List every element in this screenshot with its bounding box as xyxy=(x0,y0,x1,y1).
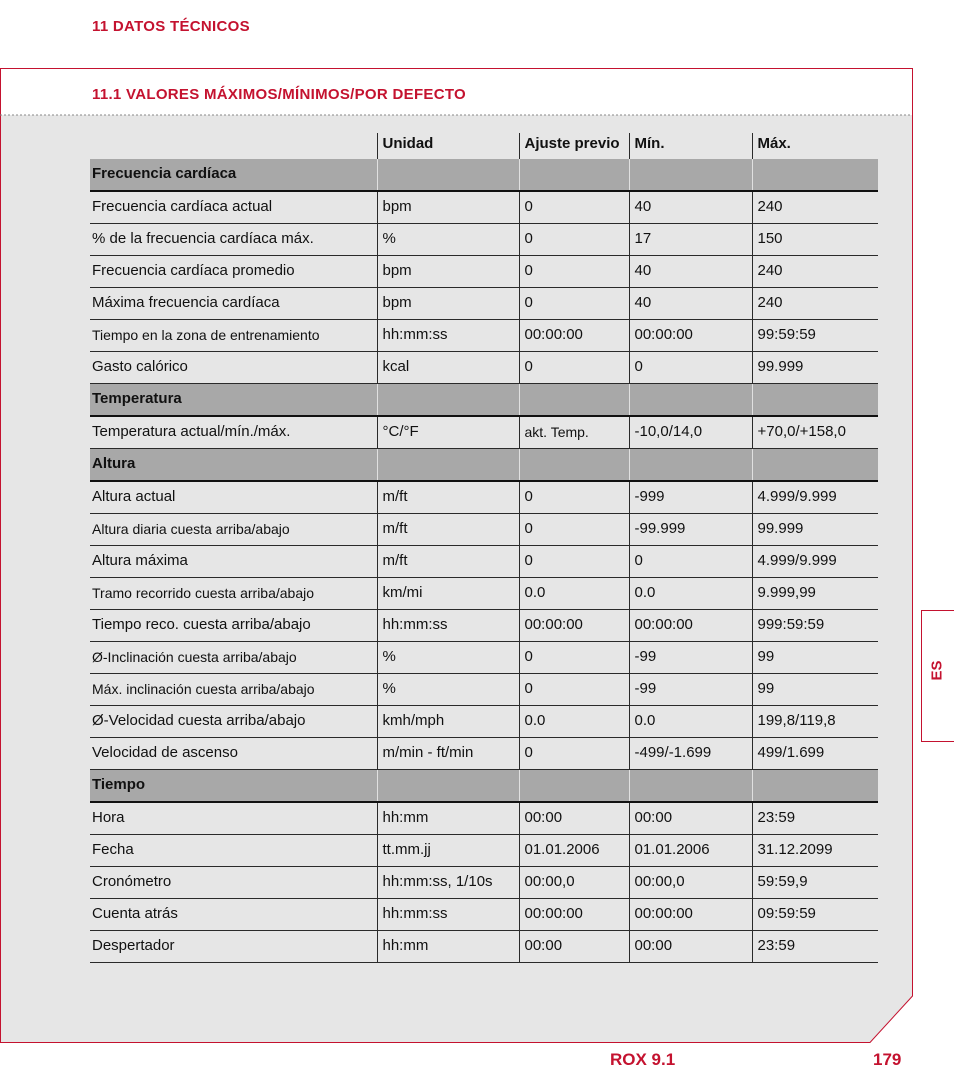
cell-unit: m/ft xyxy=(377,481,519,514)
cell-min: 00:00,0 xyxy=(629,867,752,899)
cell-default: 00:00:00 xyxy=(519,610,629,642)
table-row xyxy=(90,288,878,320)
cell-min: 0.0 xyxy=(629,706,752,738)
cell-default: 0 xyxy=(519,642,629,674)
cell-default: akt. Temp. xyxy=(519,416,629,449)
cell-max xyxy=(752,770,878,803)
cell-label: Altura xyxy=(90,449,377,482)
cell-label: Hora xyxy=(90,802,377,835)
cell-label: Tramo recorrido cuesta arriba/abajo xyxy=(90,578,377,610)
table-row xyxy=(90,899,878,931)
cell-unit: % xyxy=(377,642,519,674)
table-row xyxy=(90,546,878,578)
cell-max: 99 xyxy=(752,642,878,674)
cell-unit: m/min - ft/min xyxy=(377,738,519,770)
table-header-row xyxy=(90,133,878,159)
cell-max: 99 xyxy=(752,674,878,706)
cell-min: 00:00:00 xyxy=(629,610,752,642)
cell-label: Altura máxima xyxy=(90,546,377,578)
cell-label: Cronómetro xyxy=(90,867,377,899)
cell-label: Gasto calórico xyxy=(90,352,377,384)
table-row xyxy=(90,706,878,738)
cell-default: 00:00:00 xyxy=(519,320,629,352)
cell-unit: tt.mm.jj xyxy=(377,835,519,867)
cell-min: 00:00:00 xyxy=(629,320,752,352)
table-row xyxy=(90,674,878,706)
col-header-unit: Unidad xyxy=(377,133,519,159)
language-tab-label: ES xyxy=(928,660,946,681)
cell-max: 23:59 xyxy=(752,802,878,835)
cell-default: 00:00 xyxy=(519,931,629,963)
cell-label: Cuenta atrás xyxy=(90,899,377,931)
cell-unit: kcal xyxy=(377,352,519,384)
cell-unit: m/ft xyxy=(377,546,519,578)
cell-max: 59:59,9 xyxy=(752,867,878,899)
table-row xyxy=(90,802,878,835)
col-header-default: Ajuste previo xyxy=(519,133,629,159)
cell-default: 0 xyxy=(519,256,629,288)
cell-max xyxy=(752,384,878,417)
cell-unit: km/mi xyxy=(377,578,519,610)
cell-max: +70,0/+158,0 xyxy=(752,416,878,449)
category-row xyxy=(90,449,878,482)
cell-min: 00:00 xyxy=(629,802,752,835)
cell-unit: hh:mm:ss, 1/10s xyxy=(377,867,519,899)
table-row xyxy=(90,738,878,770)
page-number: 179 xyxy=(873,1050,902,1069)
cell-unit: °C/°F xyxy=(377,416,519,449)
cell-label: Tiempo reco. cuesta arriba/abajo xyxy=(90,610,377,642)
cell-max: 240 xyxy=(752,191,878,224)
cell-unit xyxy=(377,770,519,803)
cell-min: -99 xyxy=(629,642,752,674)
cell-min: -99.999 xyxy=(629,514,752,546)
cell-unit: hh:mm:ss xyxy=(377,320,519,352)
cell-max: 199,8/119,8 xyxy=(752,706,878,738)
table-row xyxy=(90,514,878,546)
cell-min: 40 xyxy=(629,288,752,320)
cell-label: Fecha xyxy=(90,835,377,867)
cell-unit: hh:mm:ss xyxy=(377,610,519,642)
cell-label: Frecuencia cardíaca xyxy=(90,159,377,191)
cell-default: 0 xyxy=(519,224,629,256)
cell-min xyxy=(629,449,752,482)
cell-min xyxy=(629,159,752,191)
section-title: 11.1 VALORES MÁXIMOS/MÍNIMOS/POR DEFECTO xyxy=(92,86,466,103)
values-table xyxy=(90,133,878,963)
cell-min: 00:00:00 xyxy=(629,899,752,931)
cell-unit: kmh/mph xyxy=(377,706,519,738)
cell-unit xyxy=(377,384,519,417)
col-header-label xyxy=(90,133,377,159)
cell-min: -10,0/14,0 xyxy=(629,416,752,449)
cell-min: 0 xyxy=(629,352,752,384)
cell-max: 23:59 xyxy=(752,931,878,963)
cell-label: Tiempo xyxy=(90,770,377,803)
cell-unit xyxy=(377,159,519,191)
category-row xyxy=(90,159,878,191)
cell-label: Máx. inclinación cuesta arriba/abajo xyxy=(90,674,377,706)
cell-label: Frecuencia cardíaca actual xyxy=(90,191,377,224)
category-row xyxy=(90,770,878,803)
cell-label: Velocidad de ascenso xyxy=(90,738,377,770)
cell-min xyxy=(629,770,752,803)
cell-default: 0.0 xyxy=(519,706,629,738)
table-row xyxy=(90,578,878,610)
cell-min: 40 xyxy=(629,256,752,288)
cell-max xyxy=(752,449,878,482)
cell-default: 01.01.2006 xyxy=(519,835,629,867)
cell-default xyxy=(519,159,629,191)
table-row xyxy=(90,481,878,514)
cell-max: 99.999 xyxy=(752,352,878,384)
cell-default xyxy=(519,770,629,803)
table-row xyxy=(90,352,878,384)
cell-default: 0 xyxy=(519,288,629,320)
table-row xyxy=(90,256,878,288)
table-row xyxy=(90,835,878,867)
cell-unit: hh:mm xyxy=(377,802,519,835)
table-row xyxy=(90,610,878,642)
table-row xyxy=(90,416,878,449)
cell-default: 0 xyxy=(519,674,629,706)
cell-default: 00:00:00 xyxy=(519,899,629,931)
cell-unit: bpm xyxy=(377,256,519,288)
cell-max xyxy=(752,159,878,191)
cell-min: 0 xyxy=(629,546,752,578)
col-header-max: Máx. xyxy=(752,133,878,159)
cell-default xyxy=(519,449,629,482)
cell-min: 01.01.2006 xyxy=(629,835,752,867)
footer-product-name: ROX 9.1 xyxy=(610,1050,676,1069)
cell-unit: hh:mm:ss xyxy=(377,899,519,931)
cell-default: 0 xyxy=(519,546,629,578)
category-row xyxy=(90,384,878,417)
cell-label: Altura actual xyxy=(90,481,377,514)
cell-max: 999:59:59 xyxy=(752,610,878,642)
cell-label: Tiempo en la zona de entrenamiento xyxy=(90,320,377,352)
cell-default: 00:00 xyxy=(519,802,629,835)
cell-default: 0 xyxy=(519,738,629,770)
cell-label: Altura diaria cuesta arriba/abajo xyxy=(90,514,377,546)
cell-max: 09:59:59 xyxy=(752,899,878,931)
cell-max: 9.999,99 xyxy=(752,578,878,610)
table-row xyxy=(90,642,878,674)
cell-max: 150 xyxy=(752,224,878,256)
cell-min xyxy=(629,384,752,417)
cell-label: Frecuencia cardíaca promedio xyxy=(90,256,377,288)
cell-unit: bpm xyxy=(377,288,519,320)
cell-min: 40 xyxy=(629,191,752,224)
cell-unit xyxy=(377,449,519,482)
cell-label: Máxima frecuencia cardíaca xyxy=(90,288,377,320)
cell-max: 499/1.699 xyxy=(752,738,878,770)
cell-min: -999 xyxy=(629,481,752,514)
col-header-min: Mín. xyxy=(629,133,752,159)
cell-default: 0 xyxy=(519,481,629,514)
cell-min: 00:00 xyxy=(629,931,752,963)
cell-label: % de la frecuencia cardíaca máx. xyxy=(90,224,377,256)
cell-label: Ø-Velocidad cuesta arriba/abajo xyxy=(90,706,377,738)
table-body xyxy=(90,159,878,963)
cell-default: 00:00,0 xyxy=(519,867,629,899)
cell-max: 4.999/9.999 xyxy=(752,546,878,578)
cell-max: 31.12.2099 xyxy=(752,835,878,867)
cell-unit: % xyxy=(377,674,519,706)
cell-default: 0 xyxy=(519,514,629,546)
table-row xyxy=(90,320,878,352)
cell-default: 0 xyxy=(519,352,629,384)
cell-min: 17 xyxy=(629,224,752,256)
cell-unit: bpm xyxy=(377,191,519,224)
table-row xyxy=(90,224,878,256)
table-row xyxy=(90,867,878,899)
cell-label: Temperatura xyxy=(90,384,377,417)
cell-default: 0 xyxy=(519,191,629,224)
cell-label: Despertador xyxy=(90,931,377,963)
cell-min: -99 xyxy=(629,674,752,706)
cell-max: 99:59:59 xyxy=(752,320,878,352)
chapter-title: 11 DATOS TÉCNICOS xyxy=(92,18,250,35)
cell-label: Ø-Inclinación cuesta arriba/abajo xyxy=(90,642,377,674)
cell-min: -499/-1.699 xyxy=(629,738,752,770)
cell-unit: hh:mm xyxy=(377,931,519,963)
cell-label: Temperatura actual/mín./máx. xyxy=(90,416,377,449)
cell-max: 4.999/9.999 xyxy=(752,481,878,514)
cell-min: 0.0 xyxy=(629,578,752,610)
cell-unit: m/ft xyxy=(377,514,519,546)
cell-default xyxy=(519,384,629,417)
cell-max: 240 xyxy=(752,256,878,288)
table-row xyxy=(90,931,878,963)
cell-unit: % xyxy=(377,224,519,256)
table-row xyxy=(90,191,878,224)
cell-max: 99.999 xyxy=(752,514,878,546)
cell-max: 240 xyxy=(752,288,878,320)
cell-default: 0.0 xyxy=(519,578,629,610)
